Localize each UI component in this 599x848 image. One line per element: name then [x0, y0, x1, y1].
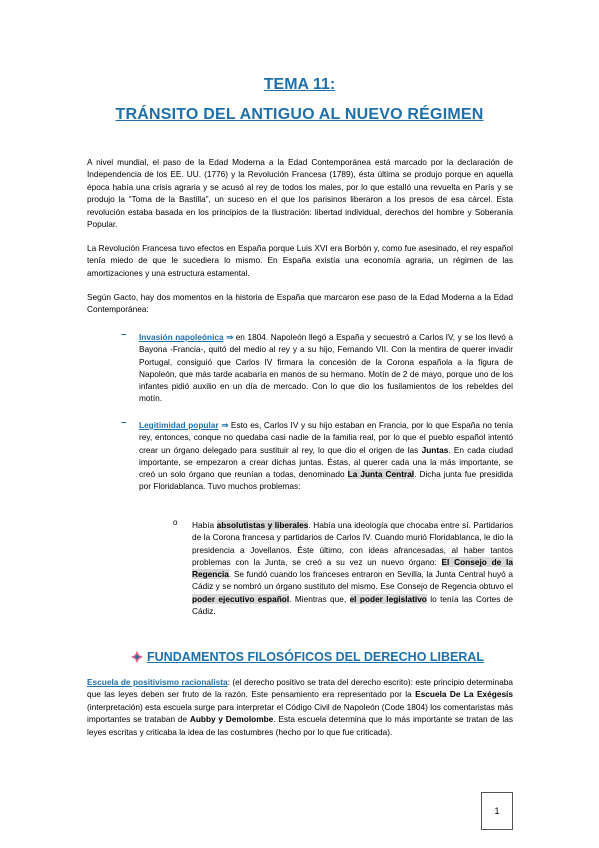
paragraph-text: : (el derecho positivo se trata del derecho escrito): este principio determinaba que las leyes deben ser fruto de la razón. Este pensamiento era representado por la — [87, 677, 513, 700]
intro-paragraph-3: Según Gacto, hay dos momentos en la historia de España que marcaron ese paso de la Edad Moderna a la Edad Contemporánea: — [87, 292, 513, 315]
circle-bullet-icon: o — [173, 518, 178, 527]
item-text: . Se fundó cuando los franceses entraron en Sevilla, la Junta Central huyó a Cádiz y se nombró un órgano sustituto del mismo. Ese Consejo de Regencia obtuvo el — [192, 569, 513, 592]
right-arrow-icon: ⇒ — [221, 420, 229, 430]
intro-paragraph-1: A nivel mundial, el paso de la Edad Moderna a la Edad Contemporánea está marcado por la declaración de Independencia de los EE. UU. (1776) y la Revolución Francesa (1789), ésta última se produjo porque en aquella época había una crisis agraria y se acusó al rey de todos los males, por lo que estalló una revuelta en París y se produjo la “Toma de la Bastilla”, un suceso en el que los parisinos liberaron a los presos de esa cárcel. Esta revolución estaba basada en los principios de la Ilustración: libertad individual, derechos del hombre y Soberanía Popular. — [87, 157, 513, 230]
highlighted-term: El Consejo de la Regencia — [192, 556, 513, 580]
highlighted-term: poder ejecutivo español — [192, 593, 290, 604]
highlighted-term: el poder legislativo — [349, 593, 427, 604]
item-text: en 1804. Napoleón llegó a España y secuestró a Carlos IV, y se los llevó a Bayona -Francia-, quitó del medio al rey y a su hijo, Fernando VII. Con la mentira de querer invadir Portugal, consiguió que Carlos IV firmara la concesión de la Corona española a la figura de Napoleón, que más tarde acabaría en manos de su hermano. Motín de 2 de mayo, porque uno de los infantes pidió auxilio en un día de mercado. Con lo que dio los fusilamientos de los rebeldes del motín. — [139, 332, 514, 404]
paragraph-text: . Esta escuela determina que lo más importante se tratan de las leyes escritas y criticaba la idea de las costumbres (hecho por lo que fue criticada). — [87, 714, 513, 737]
intro-paragraph-2: La Revolución Francesa tuvo efectos en España porque Luis XVI era Borbón y, como fue asesinado, el rey español tenía miedo de que le sucediera lo mismo. En España existía una economía agraria, un régimen de las amortizaciones y una estructura estamental. — [87, 243, 513, 278]
item-text: . Dicha junta fue presidida por Floridablanca. Tuvo muchos problemas: — [139, 469, 513, 492]
page-number-value: 1 — [494, 806, 500, 816]
dash-bullet: – — [121, 329, 127, 340]
term-invasion-napoleonica: Invasión napoleónica — [139, 332, 224, 342]
section-paragraph — [87, 676, 513, 738]
item-text: Había — [192, 520, 217, 530]
item-text: Esto es, Carlos IV y su hijo estaban en Francia, por lo que España no tenía rey, entonces, conque no quedaba casi nadie de la familia real, por lo que el pueblo español intentó crear un órgano delegado para sustituir al rey, lo que dio el origen de las — [139, 420, 513, 455]
item-text: lo tenía las Cortes de Cádiz. — [192, 593, 513, 617]
item-text: . En cada ciudad importante, se empezaron a crear dichas juntas. Éstas, al querer cada una la más importante, se creó un solo órgano que reunían a todas, denominado — [139, 444, 513, 480]
page-title-line1: TEMA 11: — [263, 76, 336, 93]
list-item-invasion — [139, 331, 513, 405]
section-heading: FUNDAMENTOS FILOSÓFICOS DEL DERECHO LIBERAL — [147, 650, 485, 664]
list-item-legitimidad — [139, 419, 513, 493]
item-text: . Mientras que, — [289, 593, 350, 604]
highlighted-term: La Junta Central — [347, 469, 415, 480]
dash-bullet: – — [121, 417, 127, 428]
bold-term: Escuela De La Exégesis — [415, 689, 513, 700]
page-title-line2: TRÁNSITO DEL ANTIGUO AL NUEVO RÉGIMEN — [115, 106, 484, 123]
item-text: . Había una ideología que chocaba entre sí. Partidarios de la Corona francesa y partidarios de Carlos IV. Cuando murió Floridablanca, le dio la presidencia a Jovellanos. Éste último, con ideas afrancesadas, al haber tantos problemas con la Junta, se creó a su vez un nuevo órgano: — [192, 520, 513, 567]
page-number — [481, 792, 513, 830]
paragraph-text: (interpretación) esta escuela surge para interpretar el Código Civil de Napoleón (Code 1804) los comentaristas más importantes se trataban de — [87, 701, 513, 725]
term-legitimidad-popular: Legitimidad popular — [139, 420, 219, 430]
highlighted-term: absolutistas y liberales — [216, 520, 309, 530]
sub-list-item — [192, 519, 513, 617]
bold-term: Aubby y Demolombe — [189, 714, 274, 725]
bold-term: Juntas — [421, 444, 449, 455]
diamond-bullet-icon — [131, 651, 143, 663]
right-arrow-icon: ⇒ — [226, 332, 234, 342]
term-positivismo: Escuela de positivismo racionalista — [87, 677, 228, 687]
